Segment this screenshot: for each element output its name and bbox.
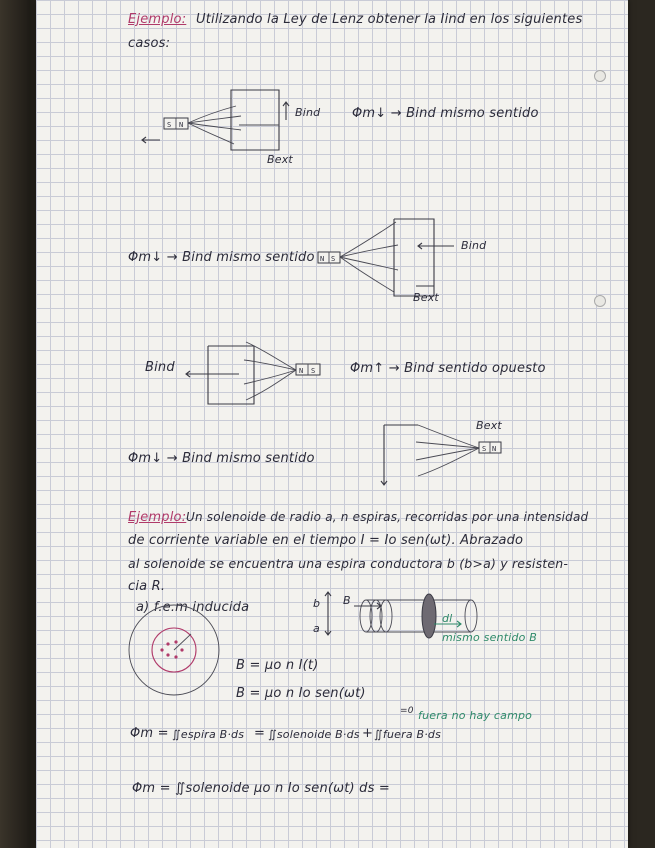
- equation-b-field: B = μo n I(t): [236, 658, 319, 673]
- flux-plus: +: [362, 726, 374, 741]
- flux-lhs: Φm =: [130, 726, 169, 741]
- example1-text: Utilizando la Ley de Lenz obtener la Iind en los siguientes: [196, 12, 583, 27]
- flux-solenoid-expression: Φm = ∬solenoide μo n Io sen(ωt) ds =: [132, 781, 391, 796]
- case4-result: Φm↓ → Bind mismo sentido: [128, 451, 315, 466]
- zero-superscript: =0: [400, 706, 414, 716]
- case2-result: Φm↓ → Bind mismo sentido: [128, 250, 315, 265]
- notebook-page: [36, 0, 628, 848]
- example2-title: Ejemplo:: [128, 510, 187, 525]
- green-note-same-direction: mismo sentido B: [442, 631, 538, 644]
- svg-text:N: N: [492, 445, 497, 453]
- svg-text:N: N: [320, 255, 325, 263]
- svg-text:S: S: [331, 255, 336, 263]
- svg-text:S: S: [167, 121, 172, 129]
- flux-integral-espira: ∬espira B·ds: [172, 728, 245, 741]
- label-dl: dl: [442, 612, 453, 625]
- label-a: a: [313, 622, 320, 635]
- flux-integral-solenoide: ∬solenoide B·ds: [268, 728, 360, 741]
- flux-equals: =: [254, 726, 266, 741]
- example2-line1: Un solenoide de radio a, n espiras, recorridas por una intensidad: [186, 510, 589, 524]
- svg-text:S: S: [482, 445, 487, 453]
- example2-line3: al solenoide se encuentra una espira conductora b (b>a) y resisten-: [128, 556, 569, 571]
- case3-bind-label: Bind: [145, 360, 175, 375]
- case2-bind-label: Bind: [461, 239, 487, 252]
- case1-bext-label: Bext: [267, 153, 293, 166]
- example1-text-cont: casos:: [128, 36, 171, 51]
- case3-result: Φm↑ → Bind sentido opuesto: [350, 361, 546, 376]
- case1-result: Φm↓ → Bind mismo sentido: [352, 106, 539, 121]
- svg-text:N: N: [299, 367, 304, 375]
- equation-b-field-expanded: B = μo n Io sen(ωt): [236, 686, 366, 701]
- case1-bind-label: Bind: [295, 106, 321, 119]
- example2-line2: de corriente variable en el tiempo I = Io sen(ωt). Abrazado: [128, 533, 524, 548]
- label-b: b: [313, 597, 321, 610]
- example2-line4: cia R.: [128, 579, 166, 594]
- green-note-no-field: fuera no hay campo: [418, 709, 533, 722]
- label-B: B: [343, 594, 351, 607]
- part-a-label: a) f.e.m inducida: [136, 600, 250, 615]
- case2-bext-label: Bext: [413, 291, 439, 304]
- flux-integral-fuera: ∬fuera B·ds: [374, 728, 442, 741]
- svg-text:S: S: [311, 367, 316, 375]
- solenoid-side-view: [36, 0, 628, 848]
- svg-text:N: N: [179, 121, 184, 129]
- case4-bext-label: Bext: [476, 419, 502, 432]
- example1-title: Ejemplo:: [128, 12, 187, 27]
